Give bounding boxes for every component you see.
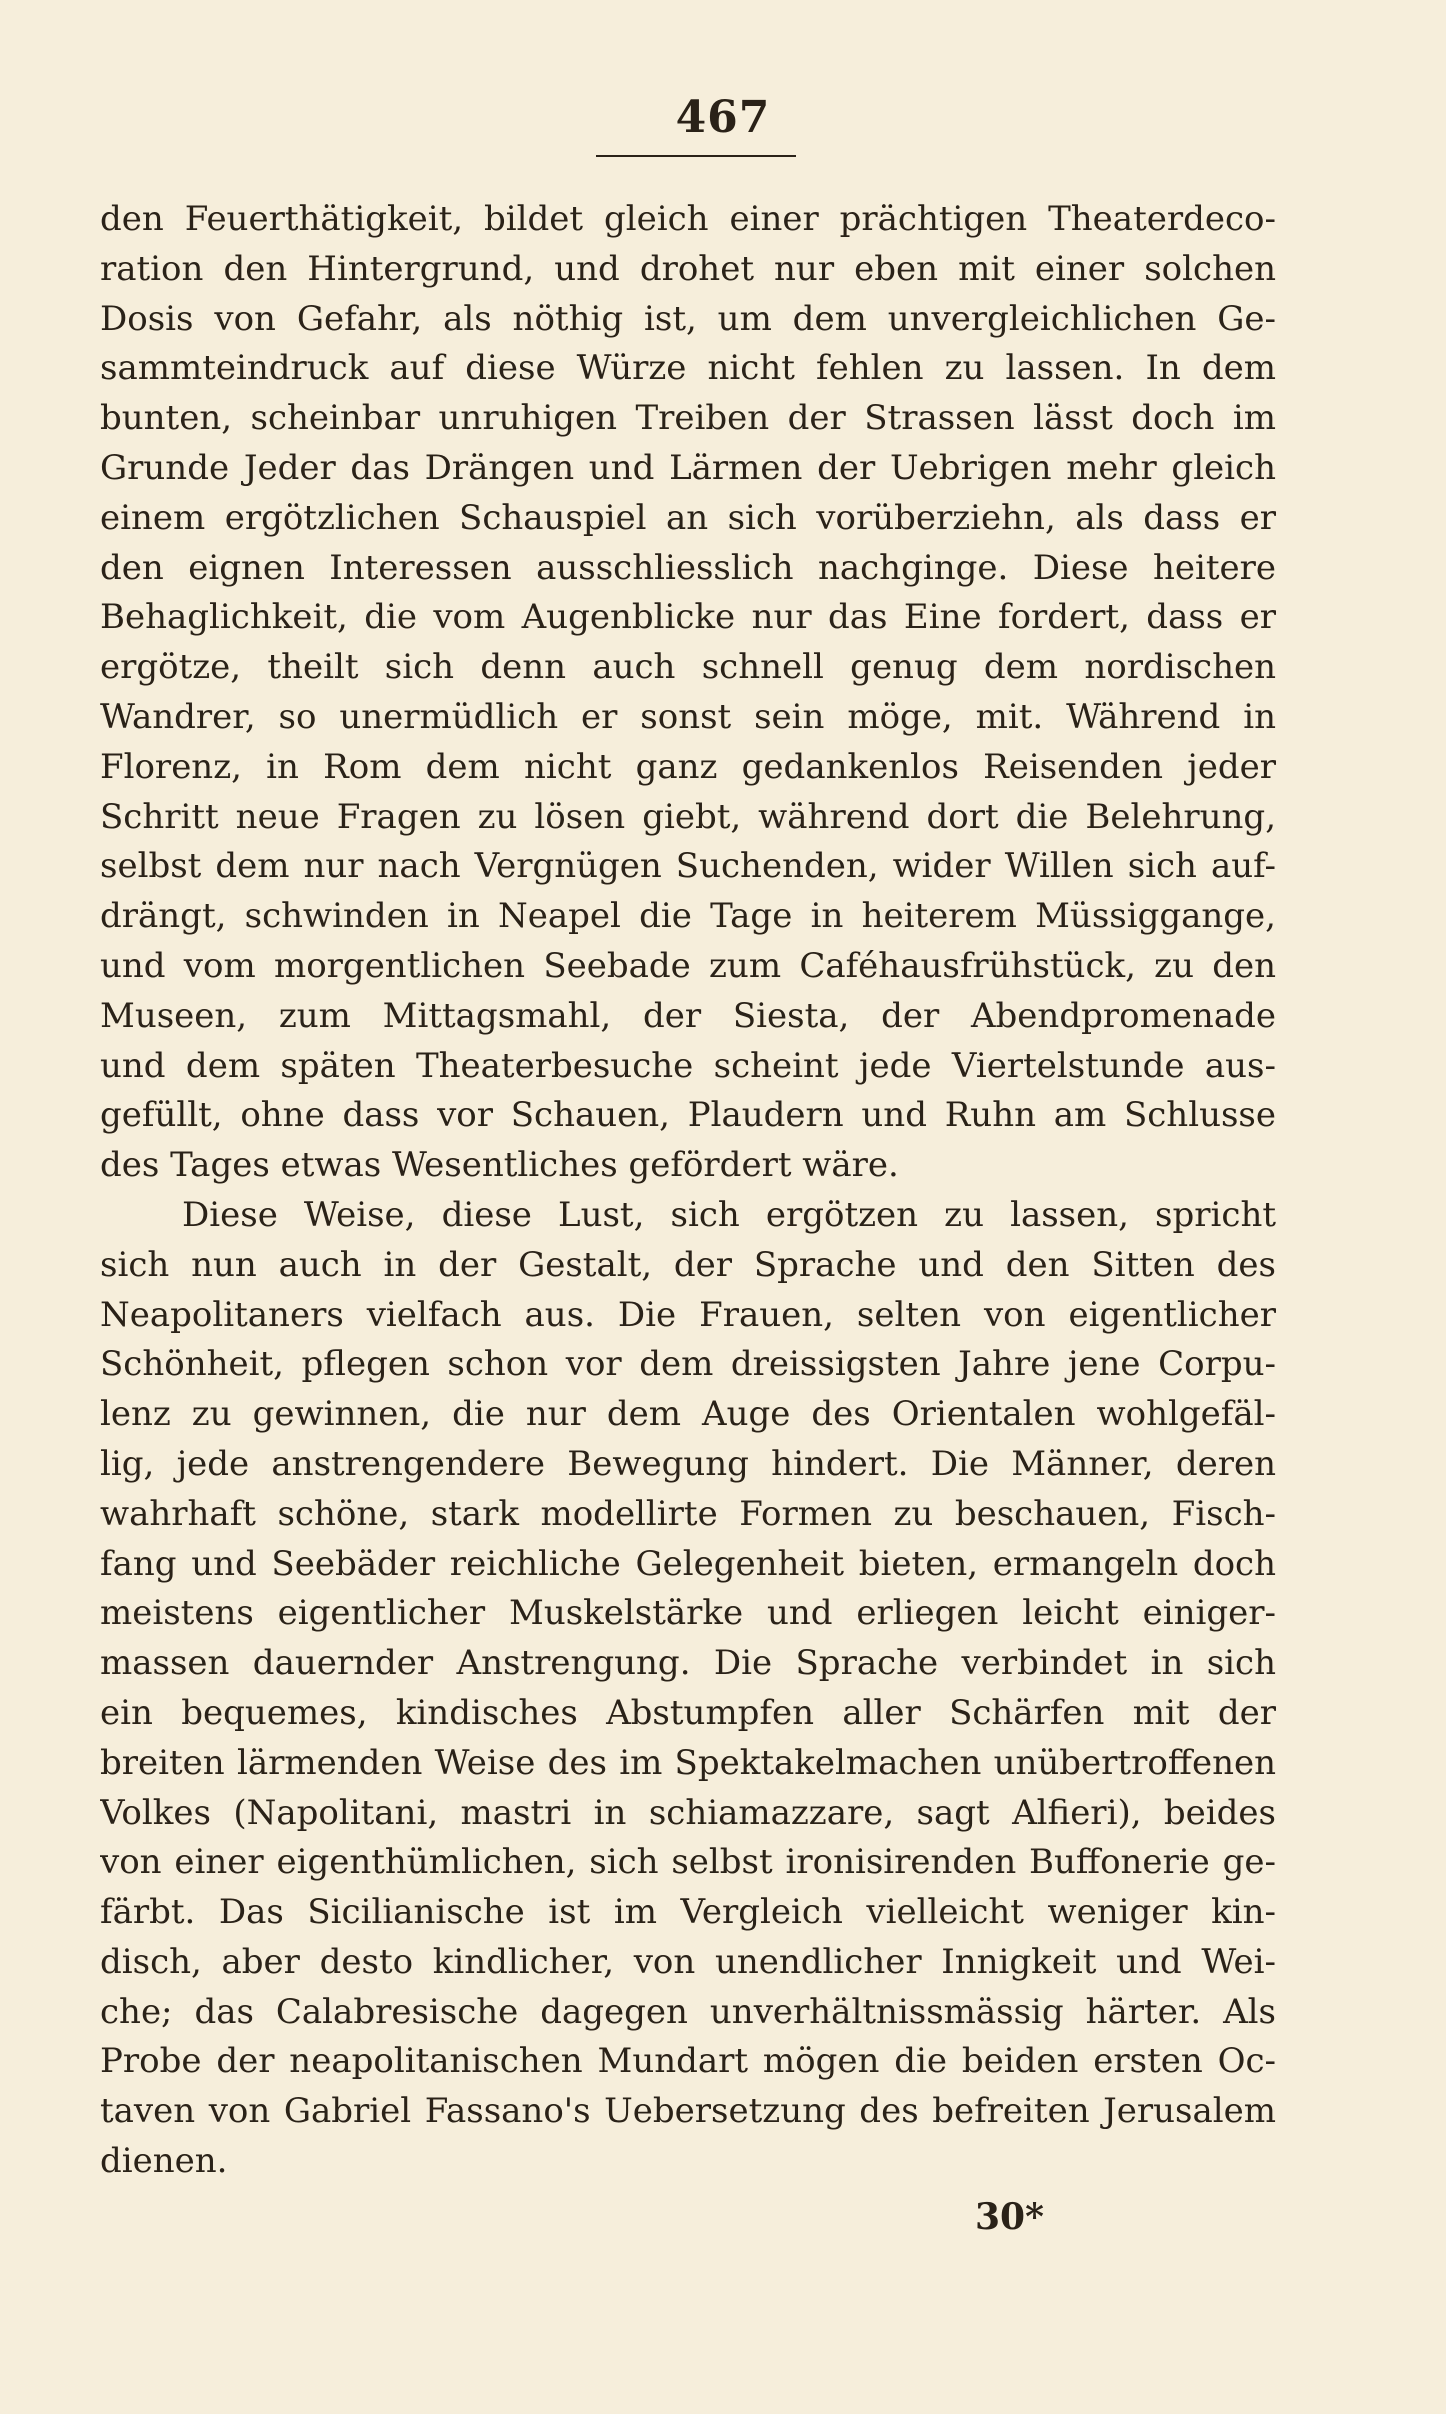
text-line: Schönheit, pflegen schon vor dem dreissigsten Jahre jene Corpu-: [100, 1344, 1276, 1385]
text-line: breiten lärmenden Weise des im Spektakelmachen unübertroffenen: [100, 1742, 1276, 1783]
text-line: massen dauernder Anstrengung. Die Sprache verbindet in sich: [100, 1643, 1276, 1684]
text-line: Probe der neapolitanischen Mundart mögen die beiden ersten Oc-: [100, 2041, 1276, 2082]
text-line: taven von Gabriel Fassano's Uebersetzung des befreiten Jerusalem: [100, 2091, 1276, 2132]
text-line: bunten, scheinbar unruhigen Treiben der Strassen lässt doch im: [100, 398, 1276, 439]
text-line: sich nun auch in der Gestalt, der Sprache und den Sitten des: [100, 1244, 1276, 1285]
page-number: 467: [675, 92, 771, 143]
text-line: ein bequemes, kindisches Abstumpfen aller Schärfen mit der: [100, 1692, 1276, 1733]
text-line: Schritt neue Fragen zu lösen giebt, während dort die Belehrung,: [100, 796, 1276, 837]
text-line: Florenz, in Rom dem nicht ganz gedankenlos Reisenden jeder: [100, 746, 1276, 787]
signature-mark: 30*: [975, 2196, 1044, 2238]
text-line: Behaglichkeit, die vom Augenblicke nur das Eine fordert, dass er: [100, 597, 1276, 638]
text-line: lig, jede anstrengendere Bewegung hindert. Die Männer, deren: [100, 1443, 1276, 1484]
text-line: gefüllt, ohne dass vor Schauen, Plaudern und Ruhn am Schlusse: [100, 1095, 1276, 1136]
text-line: Diese Weise, diese Lust, sich ergötzen zu lassen, spricht: [182, 1194, 1276, 1235]
text-line: des Tages etwas Wesentliches gefördert wäre.: [100, 1145, 899, 1186]
text-line: che; das Calabresische dagegen unverhältnissmässig härter. Als: [100, 1991, 1276, 2032]
text-line: sammteindruck auf diese Würze nicht fehlen zu lassen. In dem: [100, 348, 1276, 389]
header-rule: [596, 155, 796, 157]
text-line: Grunde Jeder das Drängen und Lärmen der Uebrigen mehr gleich: [100, 447, 1276, 488]
text-line: Volkes (Napolitani, mastri in schiamazzare, sagt Alfieri), beides: [100, 1792, 1276, 1833]
body-text: [100, 195, 1276, 2187]
text-line: Wandrer, so unermüdlich er sonst sein möge, mit. Während in: [100, 696, 1276, 737]
text-line: den eignen Interessen ausschliesslich nachginge. Diese heitere: [100, 547, 1276, 588]
text-line: lenz zu gewinnen, die nur dem Auge des Orientalen wohlgefäl-: [100, 1394, 1276, 1435]
paragraph: [100, 1191, 1276, 2187]
text-line: und vom morgentlichen Seebade zum Caféhausfrühstück, zu den: [100, 945, 1276, 986]
text-line: dienen.: [100, 2141, 228, 2182]
text-line: von einer eigenthümlichen, sich selbst ironisirenden Buffonerie ge-: [100, 1842, 1276, 1883]
text-line: meistens eigentlicher Muskelstärke und erliegen leicht einiger-: [100, 1593, 1276, 1634]
text-line: disch, aber desto kindlicher, von unendlicher Innigkeit und Wei-: [100, 1941, 1276, 1982]
paragraph: [100, 195, 1276, 1191]
text-line: drängt, schwinden in Neapel die Tage in heiterem Müssiggange,: [100, 896, 1276, 937]
text-line: und dem späten Theaterbesuche scheint jede Viertelstunde aus-: [100, 1045, 1276, 1086]
text-line: einem ergötzlichen Schauspiel an sich vorüberziehn, als dass er: [100, 497, 1276, 538]
text-line: fang und Seebäder reichliche Gelegenheit bieten, ermangeln doch: [100, 1543, 1276, 1584]
text-line: den Feuerthätigkeit, bildet gleich einer prächtigen Theaterdeco-: [100, 199, 1276, 239]
text-line: Museen, zum Mittagsmahl, der Siesta, der Abendpromenade: [100, 995, 1276, 1036]
text-line: Dosis von Gefahr, als nöthig ist, um dem unvergleichlichen Ge-: [100, 298, 1276, 339]
text-line: färbt. Das Sicilianische ist im Vergleich vielleicht weniger kin-: [100, 1892, 1276, 1933]
text-line: Neapolitaners vielfach aus. Die Frauen, selten von eigentlicher: [100, 1294, 1276, 1335]
text-line: ergötze, theilt sich denn auch schnell genug dem nordischen: [100, 647, 1276, 688]
text-line: wahrhaft schöne, stark modellirte Formen zu beschauen, Fisch-: [100, 1493, 1276, 1534]
text-line: ration den Hintergrund, und drohet nur eben mit einer solchen: [100, 248, 1276, 289]
text-line: selbst dem nur nach Vergnügen Suchenden, wider Willen sich auf-: [100, 846, 1276, 887]
